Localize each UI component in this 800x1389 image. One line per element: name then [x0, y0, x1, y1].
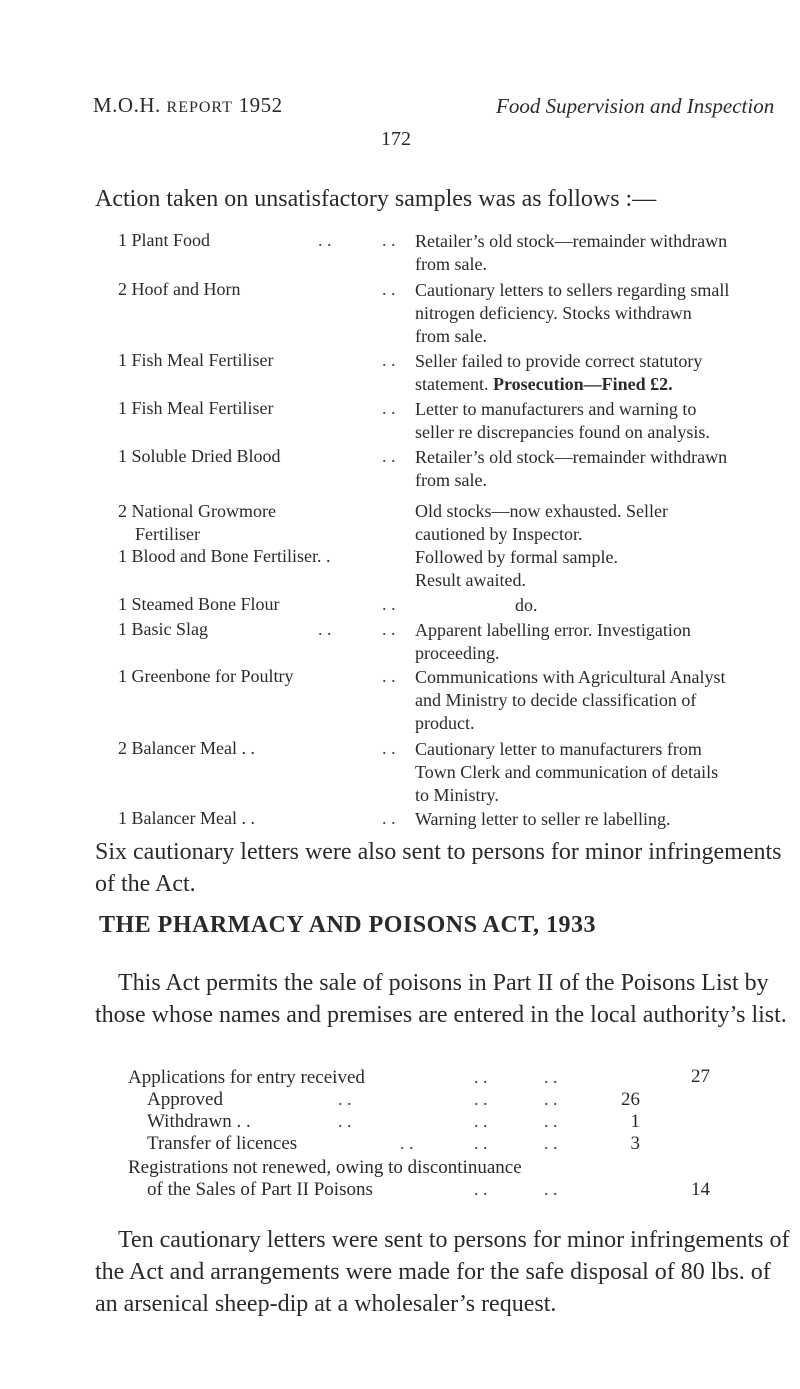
leader-dots: . . — [382, 350, 396, 370]
leader-dots: . . — [382, 398, 396, 418]
applications-value: 27 — [691, 1066, 710, 1087]
sample-action — [415, 738, 718, 807]
action-line: Old stocks—now exhausted. Seller — [415, 501, 668, 521]
action-line: Result awaited. — [415, 570, 526, 590]
action-line: proceeding. — [415, 643, 500, 663]
action-line: do. — [515, 595, 538, 615]
leader-dots: . . — [544, 1111, 558, 1131]
withdrawn-value: 1 — [630, 1111, 640, 1132]
sample-item: 2 Hoof and Horn — [118, 279, 241, 299]
leader-dots: . . — [382, 619, 396, 639]
leader-dots: . . — [474, 1133, 488, 1153]
leader-dots: . . — [544, 1133, 558, 1153]
cautionary-paragraph: Six cautionary letters were also sent to persons for minor infringements of the Act. — [95, 839, 782, 897]
sample-action — [415, 619, 691, 665]
registrations-value: 14 — [691, 1179, 710, 1200]
sample-action — [415, 230, 727, 276]
action-line: seller re discrepancies found on analysis. — [415, 422, 710, 442]
registrations-label: Registrations not renewed, owing to discontinuance — [128, 1157, 522, 1178]
leader-dots: . . — [382, 738, 396, 758]
registrations-label-cont: of the Sales of Part II Poisons — [147, 1179, 373, 1200]
leader-dots: . . — [338, 1089, 352, 1109]
sample-action — [415, 446, 727, 492]
action-line: Seller failed to provide correct statutory — [415, 351, 703, 371]
action-line: Cautionary letters to sellers regarding small — [415, 280, 730, 300]
page-number: 172 — [381, 128, 411, 150]
item-line: Fertiliser — [135, 524, 200, 544]
sample-item — [118, 500, 276, 546]
pharmacy-heading: THE PHARMACY AND POISONS ACT, 1933 — [99, 912, 597, 938]
sample-item: 1 Balancer Meal . . — [118, 808, 255, 828]
action-line: cautioned by Inspector. — [415, 524, 583, 544]
action-line: Town Clerk and communication of details — [415, 762, 719, 782]
action-line: from sale. — [415, 470, 487, 490]
applications-label: Applications for entry received — [128, 1067, 365, 1088]
withdrawn-label: Withdrawn . . — [147, 1111, 251, 1132]
action-line: Cautionary letter to manufacturers from — [415, 739, 702, 759]
leader-dots: . . — [382, 279, 396, 299]
leader-dots: . . — [544, 1089, 558, 1109]
sample-item: 1 Plant Food — [118, 230, 211, 250]
leader-dots: . . — [400, 1133, 414, 1153]
approved-label: Approved — [147, 1089, 223, 1110]
section-title: Food Supervision and Inspection — [496, 94, 775, 118]
report-title — [93, 93, 283, 118]
action-text: statement. — [415, 374, 489, 394]
sample-action — [415, 500, 668, 546]
sample-action — [415, 666, 725, 735]
action-line: from sale. — [415, 254, 487, 274]
sample-action — [415, 808, 670, 831]
action-line: from sale. — [415, 326, 487, 346]
leader-dots: . . — [544, 1179, 558, 1199]
report-word: REPORT — [166, 99, 233, 116]
prosecution-note: Prosecution—Fined £2. — [492, 374, 673, 394]
leader-dots: . . — [318, 230, 332, 250]
sample-item: 1 Steamed Bone Flour — [118, 594, 280, 614]
leader-dots: . . — [382, 446, 396, 466]
item-line: 2 National Growmore — [118, 501, 276, 521]
closing-paragraph: Ten cautionary letters were sent to persons for minor infringements of the Act and arrangements were made for the safe disposal of 80 lbs. of an arsenical sheep-dip at a wholesaler’s request. — [95, 1227, 790, 1317]
sample-item: 1 Basic Slag — [118, 619, 208, 639]
sample-item: 1 Blood and Bone Fertiliser. . — [118, 546, 331, 566]
sample-item: 1 Soluble Dried Blood — [118, 446, 281, 466]
report-year: 1952 — [238, 93, 283, 117]
leader-dots: . . — [474, 1111, 488, 1131]
action-line: Apparent labelling error. Investigation — [415, 620, 691, 640]
sample-item: 1 Greenbone for Poultry — [118, 666, 294, 686]
action-line: Communications with Agricultural Analyst — [415, 667, 726, 687]
sample-action — [415, 350, 702, 396]
sample-item: 1 Fish Meal Fertiliser — [118, 350, 274, 370]
sample-action — [415, 279, 729, 348]
leader-dots: . . — [474, 1067, 488, 1087]
action-line: Warning letter to seller re labelling. — [415, 809, 671, 829]
pharmacy-paragraph: This Act permits the sale of poisons in Part II of the Poisons List by those whose names and premises are entered in the local authority’s list. — [95, 970, 787, 1028]
action-line: Letter to manufacturers and warning to — [415, 399, 697, 419]
action-line: Retailer’s old stock—remainder withdrawn — [415, 447, 728, 467]
sample-action — [515, 594, 538, 617]
sample-action — [415, 398, 710, 444]
action-line: Retailer’s old stock—remainder withdrawn — [415, 231, 728, 251]
leader-dots: . . — [474, 1179, 488, 1199]
action-line: and Ministry to decide classification of — [415, 690, 697, 710]
leader-dots: . . — [382, 666, 396, 686]
leader-dots: . . — [544, 1067, 558, 1087]
sample-item: 1 Fish Meal Fertiliser — [118, 398, 274, 418]
leader-dots: . . — [382, 808, 396, 828]
action-line: to Ministry. — [415, 785, 499, 805]
sample-item: 2 Balancer Meal . . — [118, 738, 255, 758]
action-line — [415, 373, 702, 396]
transfer-label: Transfer of licences — [147, 1133, 298, 1154]
approved-value: 26 — [621, 1089, 640, 1110]
leader-dots: . . — [382, 230, 396, 250]
intro-line: Action taken on unsatisfactory samples was as follows :— — [95, 186, 657, 212]
action-line: product. — [415, 713, 475, 733]
action-line: nitrogen deficiency. Stocks withdrawn — [415, 303, 692, 323]
leader-dots: . . — [474, 1089, 488, 1109]
sample-action — [415, 546, 618, 592]
leader-dots: . . — [318, 619, 332, 639]
transfer-value: 3 — [630, 1133, 640, 1154]
action-line: Followed by formal sample. — [415, 547, 618, 567]
leader-dots: . . — [338, 1111, 352, 1131]
leader-dots: . . — [382, 594, 396, 614]
report-prefix: M.O.H. — [93, 93, 161, 117]
